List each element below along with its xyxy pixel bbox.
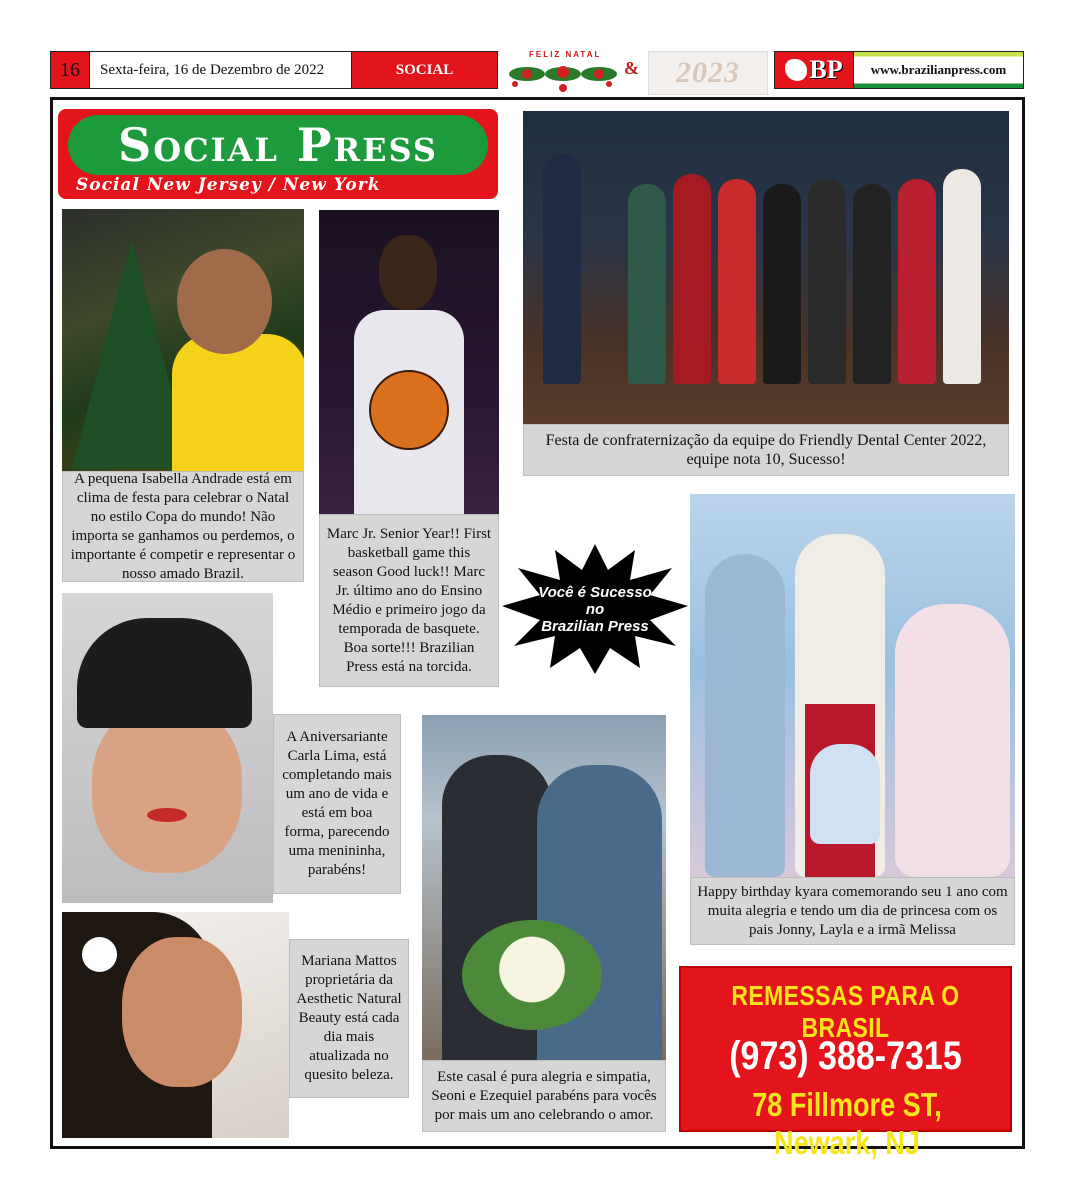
ad-phone[interactable]: (973) 388-7315 <box>729 1034 962 1078</box>
ampersand: & <box>624 58 639 78</box>
group-person <box>898 179 936 384</box>
ad-address: 78 Fillmore ST, Newark, NJ <box>752 1086 942 1161</box>
group-person <box>943 169 981 384</box>
mariana-face <box>122 937 242 1087</box>
brazilian-press-logo[interactable] <box>774 51 854 89</box>
sucesso-starburst <box>500 540 690 678</box>
caption-carla: A Aniversariante Carla Lima, está completando mais um ano de vida e está em boa forma, parecendo uma menininha, parabéns! <box>273 714 401 894</box>
sister-pink-dress <box>895 604 1010 877</box>
group-person <box>543 154 581 384</box>
carla-lips <box>147 808 187 822</box>
mother-gown <box>705 554 785 877</box>
feliz-natal-label: FELIZ NATAL <box>529 50 602 59</box>
photo-isabella <box>62 209 304 471</box>
hair-flower-icon <box>82 937 117 972</box>
photo-couple <box>422 715 666 1060</box>
brazil-jersey <box>172 334 304 471</box>
basketball-icon <box>369 370 449 450</box>
website-link[interactable]: www.brazilianpress.com <box>854 51 1024 89</box>
group-person <box>763 184 801 384</box>
caption-mariana: Mariana Mattos proprietária da Aesthetic Natural Beauty está cada dia mais atualizada no quesito beleza. <box>289 939 409 1098</box>
bouquet-icon <box>462 920 602 1030</box>
starburst-text <box>500 540 690 678</box>
group-person <box>853 184 891 384</box>
caption-dental-team: Festa de confraternização da equipe do Friendly Dental Center 2022, equipe nota 10, Sucesso! <box>523 424 1009 476</box>
remessas-ad[interactable] <box>679 966 1012 1161</box>
starburst-line3: Brazilian Press <box>541 617 649 635</box>
photo-dental-team <box>523 111 1009 424</box>
photo-marc <box>319 210 499 514</box>
brazil-map-icon <box>785 59 807 81</box>
group-person <box>808 179 846 384</box>
page-number: 16 <box>50 51 90 89</box>
group-person <box>673 174 711 384</box>
ad-headline: REMESSAS PARA O BRASIL <box>731 980 960 1043</box>
masthead-subtitle: Social New Jersey / New York <box>76 175 381 195</box>
caption-isabella: A pequena Isabella Andrade está em clima de festa para celebrar o Natal no estilo Copa do mundo! Não importa se ganhamos ou perdemos, o importante é competir e representar o nosso amado Brazil. <box>62 471 304 582</box>
social-press-masthead <box>58 109 498 199</box>
masthead-pill <box>68 115 488 175</box>
starburst-line1: Você é Sucesso <box>538 583 652 601</box>
feliz-natal-ornament <box>505 50 620 94</box>
starburst-line2: no <box>585 600 605 618</box>
caption-marc: Marc Jr. Senior Year!! First basketball game this season Good luck!! Marc Jr. último ano do Ensino Médio e primeiro jogo da temporada de basquete. Boa sorte!!! Brazilian Press está na torcida. <box>319 514 499 687</box>
group-person <box>628 184 666 384</box>
photo-kyara <box>690 494 1015 877</box>
child-face <box>177 249 272 354</box>
masthead-title: Social Press <box>118 118 438 172</box>
photo-carla <box>62 593 273 903</box>
group-person <box>718 179 756 384</box>
bp-logo-text: BP <box>809 55 843 84</box>
issue-date: Sexta-feira, 16 de Dezembro de 2022 <box>90 51 352 89</box>
caption-couple: Este casal é pura alegria e simpatia, Seoni e Ezequiel parabéns para vocês por mais um ano celebrando o amor. <box>422 1060 666 1132</box>
carla-face <box>92 703 242 873</box>
section-label: SOCIAL <box>352 51 498 89</box>
new-year-badge: 2023 <box>648 51 768 95</box>
baseball-cap-icon <box>77 618 252 728</box>
player-head <box>379 235 437 310</box>
baby-blue-dress <box>810 744 880 844</box>
caption-kyara: Happy birthday kyara comemorando seu 1 ano com muita alegria e tendo um dia de princesa com os pais Jonny, Layla e a irmã Melissa <box>690 877 1015 945</box>
photo-mariana <box>62 912 289 1138</box>
